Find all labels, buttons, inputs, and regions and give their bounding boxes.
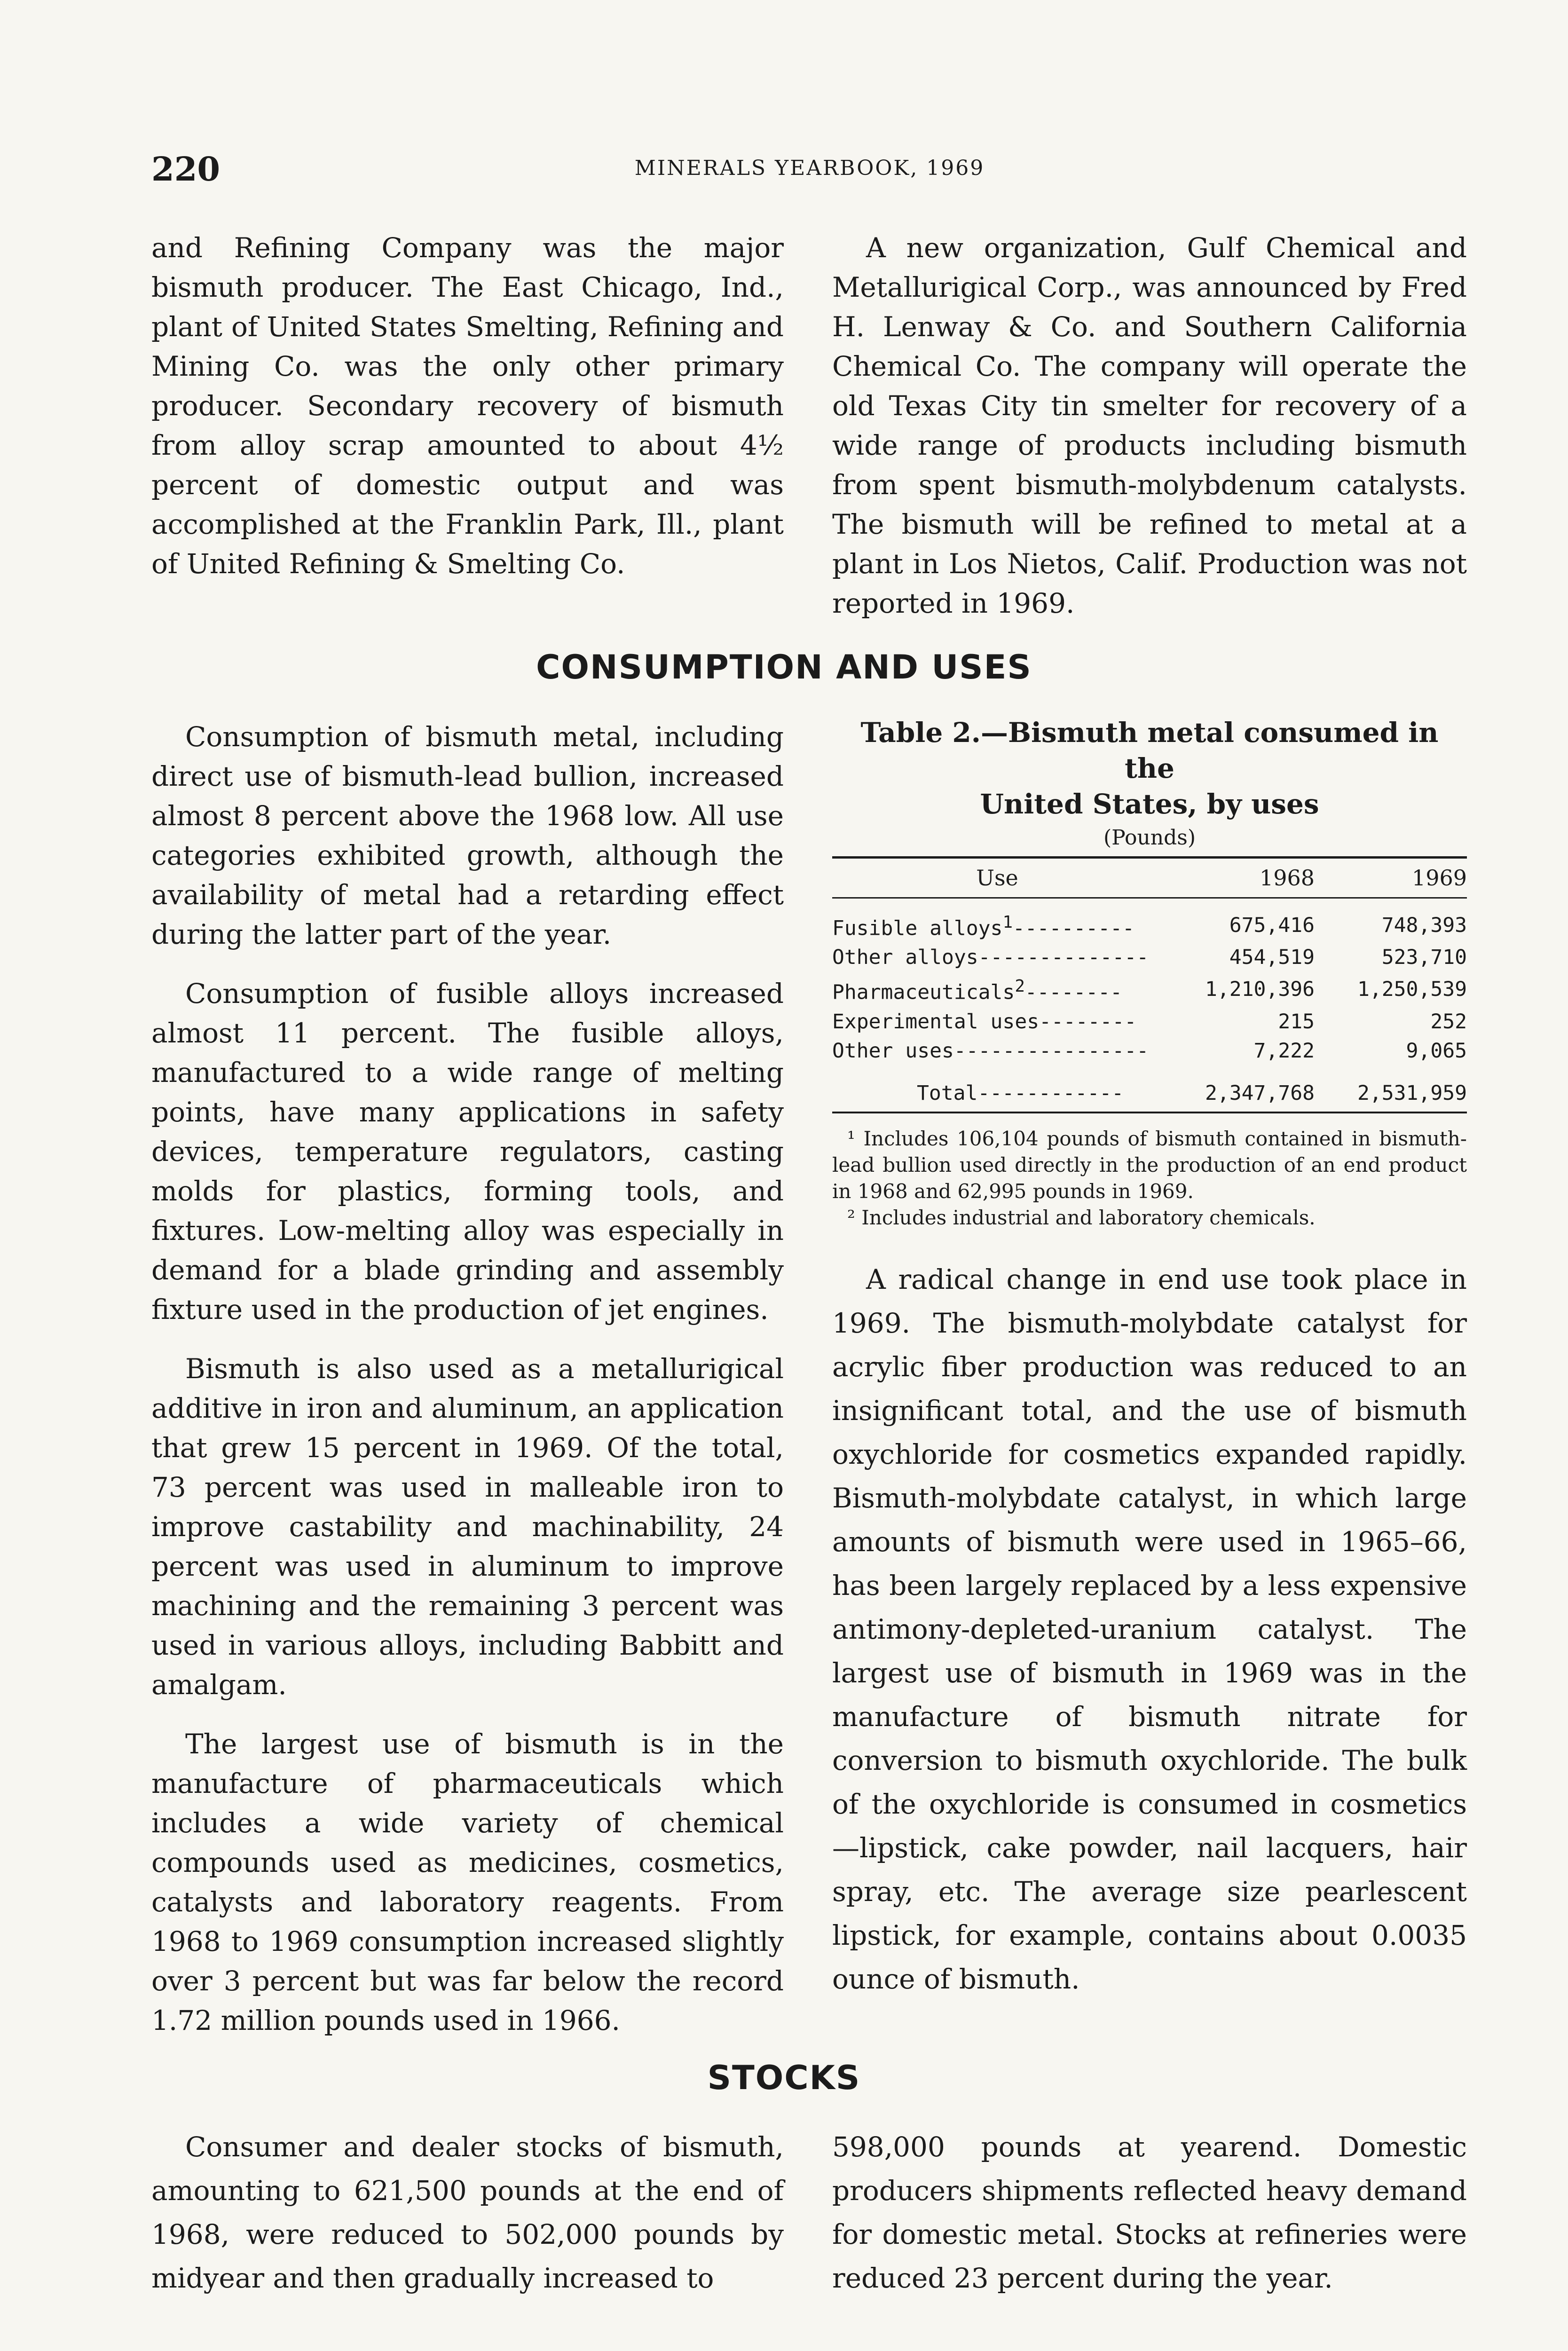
total-label: Total <box>917 1081 978 1105</box>
consumption-paragraph: Consumption of bismuth metal, including direct use of bismuth-lead bullion, increased almost 8 percent above the 1968 low. All use categories exhibited growth, although the availability of metal had a retarding effect during the latter part of the year. <box>151 721 784 950</box>
intro-right-column <box>832 228 1467 643</box>
footnote-1: ¹ Includes 106,104 pounds of bismuth contained in bismuth-lead bullion used directly in the production of an end product in 1968 and 62,995 pounds in 1969. <box>832 1127 1467 1203</box>
dot-leader: ------------ <box>977 1081 1124 1105</box>
footnote-2: ² Includes industrial and laboratory chemicals. <box>847 1206 1316 1229</box>
use-cell <box>832 972 1162 1007</box>
table-row <box>832 972 1467 1007</box>
column-header-1969: 1969 <box>1315 858 1467 898</box>
running-head: MINERALS YEARBOOK, 1969 <box>634 156 985 180</box>
page-header <box>151 150 1468 192</box>
value-1969: 9,065 <box>1406 1039 1467 1063</box>
column-header-use: Use <box>832 858 1162 898</box>
column-header-1968: 1968 <box>1162 858 1315 898</box>
value-1968: 7,222 <box>1253 1039 1315 1063</box>
table-row <box>832 1007 1467 1036</box>
consumption-table <box>832 856 1467 1113</box>
value-1968: 454,519 <box>1229 946 1315 970</box>
value-1969: 523,710 <box>1381 946 1467 970</box>
dot-leader: -------- <box>1039 1010 1137 1033</box>
use-cell <box>832 1007 1162 1036</box>
use-cell <box>832 898 1162 943</box>
table-title-line-2: United States, by uses <box>980 788 1319 820</box>
section-heading-stocks: STOCKS <box>707 2059 861 2097</box>
value-1969: 748,393 <box>1381 914 1467 938</box>
page-number: 220 <box>151 150 221 189</box>
stocks-right-column <box>832 2125 1467 2320</box>
total-1969: 2,531,959 <box>1315 1065 1467 1112</box>
table-2 <box>832 715 1467 1231</box>
table-total-row <box>832 1065 1467 1112</box>
use-label: Other uses <box>832 1039 954 1063</box>
table-unit: (Pounds) <box>1103 826 1196 850</box>
intro-right-paragraph: A new organization, Gulf Chemical and Metallurigical Corp., was announced by Fred H. Lenway & Co. and Southern California Chemical Co. The company will operate the old Texas City tin smelter for recovery of a wide range of products including bismuth from spent bismuth-molybdenum catalysts. The bismuth will be refined to metal at a plant in Los Nietos, Calif. Production was not reported in 1969. <box>832 232 1467 619</box>
table-row <box>832 898 1467 943</box>
use-label: Other alloys <box>832 946 978 970</box>
table-row <box>832 943 1467 972</box>
consumption-right-paragraph: A radical change in end use took place in 1969. The bismuth-molybdate catalyst for acrylic fiber production was reduced to an insignificant total, and the use of bismuth oxychloride for cosmetics expanded rapidly. Bismuth-molybdate catalyst, in which large amounts of bismuth were used in 1965–66, has been largely replaced by a less expensive antimony-depleted-uranium catalyst. The largest use of bismuth in 1969 was in the manufacture of bismuth nitrate for conversion to bismuth oxychloride. The bulk of the oxychloride is consumed in cosmetics—lipstick, cake powder, nail lacquers, hair spray, etc. The average size pearlescent lipstick, for example, contains about 0.0035 ounce of bismuth. <box>832 1263 1467 1995</box>
table-footnotes <box>832 1126 1467 1231</box>
stocks-right-paragraph: 598,000 pounds at yearend. Domestic producers shipments reflected heavy demand for domestic metal. Stocks at refineries were reduced 23 percent during the year. <box>832 2131 1467 2294</box>
table-title-line-1: Table 2.—Bismuth metal consumed in the <box>860 717 1439 784</box>
intro-left-paragraph: and Refining Company was the major bismuth producer. The East Chicago, Ind., plant of United States Smelting, Refining and Mining Co. was the only other primary producer. Secondary recovery of bismuth from alloy scrap amounted to about 4½ percent of domestic output and was accomplished at the Franklin Park, Ill., plant of United Refining & Smelting Co. <box>151 232 784 580</box>
value-1969: 252 <box>1430 1010 1467 1033</box>
stocks-left-column <box>151 2125 784 2320</box>
consumption-paragraph: The largest use of bismuth is in the manufacture of pharmaceuticals which includes a wide variety of chemical compounds used as medicines, cosmetics, catalysts and laboratory reagents. From 1968 to 1969 consumption increased slightly over 3 percent but was far below the record 1.72 million pounds used in 1966. <box>151 1728 784 2036</box>
table-header-row <box>832 858 1467 898</box>
consumption-paragraph: Bismuth is also used as a metallurigical additive in iron and aluminum, an application that grew 15 percent in 1969. Of the total, 73 percent was used in malleable iron to improve castability and machinability, 24 percent was used in aluminum to improve machining and the remaining 3 percent was used in various alloys, including Babbitt and amalgam. <box>151 1353 784 1701</box>
consumption-right-column <box>832 1258 1467 2021</box>
use-label: Fusible alloys <box>832 916 1003 940</box>
footnote-ref: 2 <box>1015 977 1025 996</box>
consumption-left-column <box>151 717 784 2060</box>
use-cell <box>832 943 1162 972</box>
total-cell <box>832 1065 1162 1112</box>
consumption-paragraph: Consumption of fusible alloys increased almost 11 percent. The fusible alloys, manufactured to a wide range of melting points, have many applications in safety devices, temperature regulators, casting molds for plastics, forming tools, and fixtures. Low-melting alloy was especially in demand for a blade grinding and assembly fixture used in the production of jet engines. <box>151 978 784 1325</box>
table-row <box>832 1036 1467 1065</box>
use-cell <box>832 1036 1162 1065</box>
intro-left-column <box>151 228 784 603</box>
value-1969: 1,250,539 <box>1357 978 1467 1002</box>
value-1968: 675,416 <box>1229 914 1315 938</box>
footnote-ref: 1 <box>1002 913 1013 932</box>
use-label: Pharmaceuticals <box>832 980 1015 1004</box>
value-1968: 1,210,396 <box>1205 978 1315 1002</box>
use-label: Experimental uses <box>832 1010 1040 1033</box>
dot-leader: -------------- <box>978 946 1149 970</box>
dot-leader: -------- <box>1024 980 1123 1004</box>
value-1968: 215 <box>1278 1010 1315 1033</box>
dot-leader: ---------------- <box>953 1039 1149 1063</box>
section-heading-consumption: CONSUMPTION AND USES <box>536 648 1032 686</box>
total-1968: 2,347,768 <box>1162 1065 1315 1112</box>
dot-leader: ---------- <box>1013 916 1135 940</box>
stocks-left-paragraph: Consumer and dealer stocks of bismuth, amounting to 621,500 pounds at the end of 1968, were reduced to 502,000 pounds by midyear and then gradually increased to <box>151 2131 784 2294</box>
